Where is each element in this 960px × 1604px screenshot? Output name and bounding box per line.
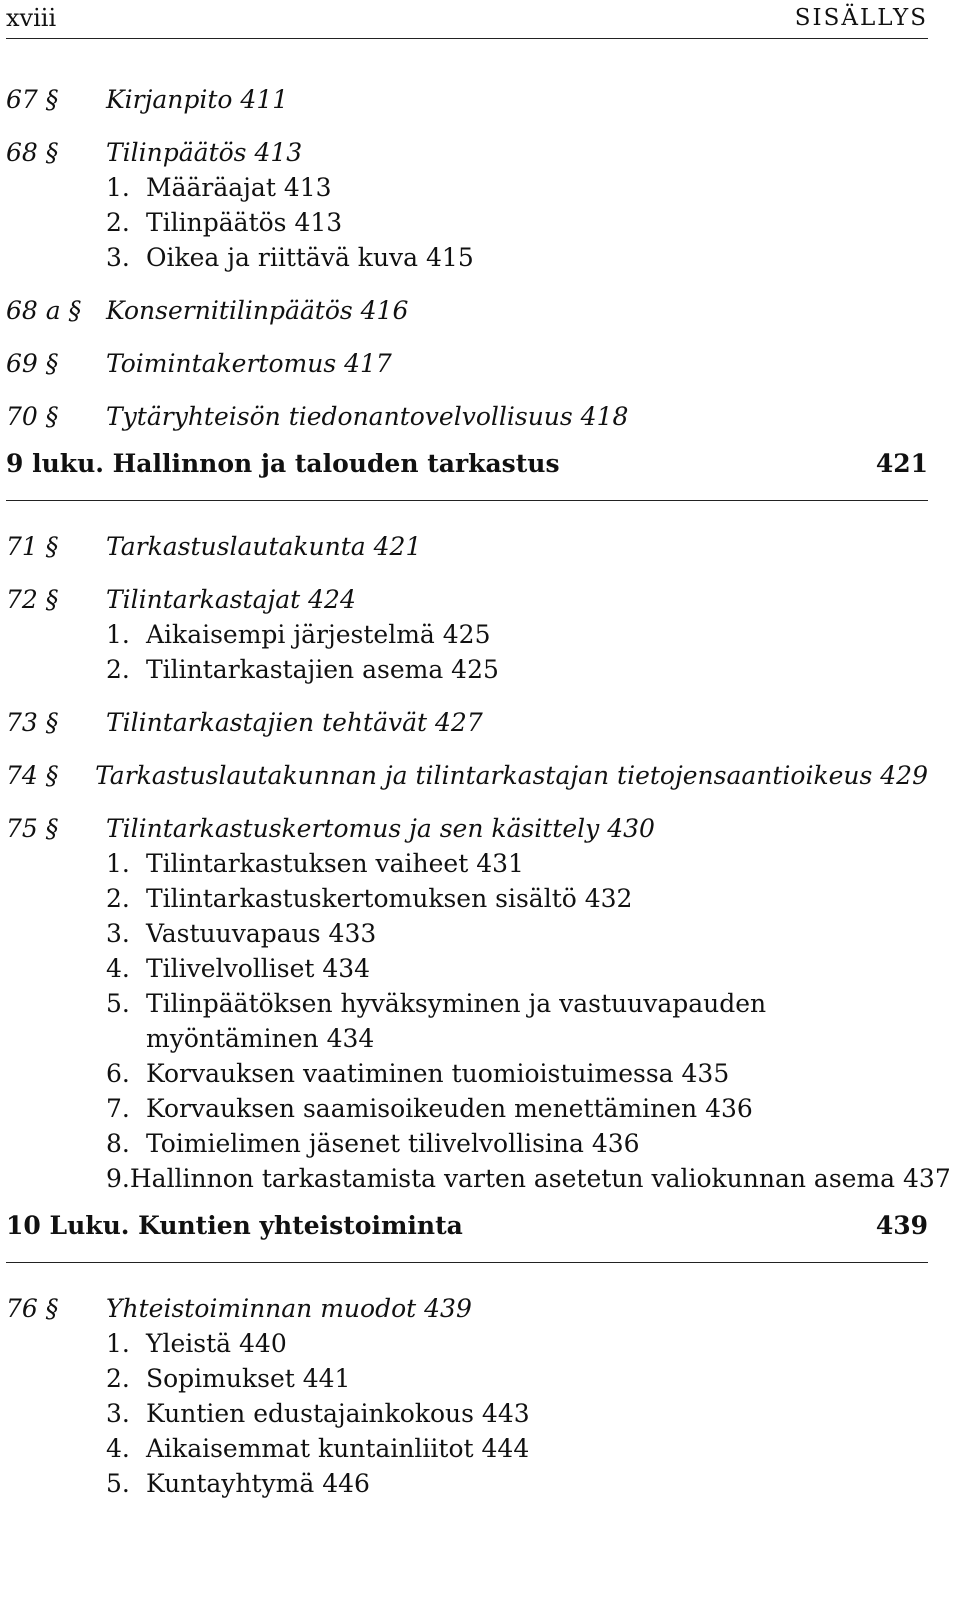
entry-gap [6, 564, 928, 582]
subentry-title: Yleistä 440 [146, 1329, 287, 1358]
subentry-number: 5. [106, 989, 130, 1018]
section-number: 68 § [6, 138, 59, 167]
section-number: 69 § [6, 349, 59, 378]
subentry-title: Tilivelvolliset 434 [146, 954, 371, 983]
section-title: Konsernitilinpäätös 416 [106, 296, 409, 325]
section-title: Tilintarkastuskertomus ja sen käsittely 430 [106, 814, 655, 843]
subentry-title: Aikaisemmat kuntainliitot 444 [146, 1434, 530, 1463]
toc-subentry [6, 1396, 928, 1431]
subentry-number: 3. [106, 919, 130, 948]
subentry-number: 1. [106, 849, 130, 878]
toc-subentry [6, 170, 928, 205]
section-number: 71 § [6, 532, 59, 561]
chapter-title: 9 luku. Hallinnon ja talouden tarkastus [6, 449, 560, 478]
entry-gap [6, 793, 928, 811]
toc-block-3 [6, 1291, 928, 1501]
subentry-title: Määräajat 413 [146, 173, 332, 202]
subentry-title: Tilintarkastuskertomuksen sisältö 432 [146, 884, 633, 913]
entry-gap [6, 117, 928, 135]
toc-entry [6, 582, 928, 617]
entry-gap [6, 328, 928, 346]
running-head [6, 0, 928, 36]
subentry-number: 2. [106, 655, 130, 684]
section-title: Tarkastuslautakunta 421 [106, 532, 422, 561]
toc-entry [6, 529, 928, 564]
entry-gap [6, 381, 928, 399]
subentry-title: Tilinpäätöksen hyväksyminen ja vastuuvapauden [146, 989, 767, 1018]
subentry-number: 1. [106, 620, 130, 649]
table-of-contents [6, 82, 951, 1501]
subentry-number: 8. [106, 1129, 130, 1158]
subentry-number: 2. [106, 208, 130, 237]
subentry-number: 1. [106, 1329, 130, 1358]
subentry-title: Korvauksen vaatiminen tuomioistuimessa 435 [146, 1059, 730, 1088]
subentry-number: 2. [106, 1364, 130, 1393]
toc-subentry [6, 986, 928, 1021]
chapter-title: 10 Luku. Kuntien yhteistoiminta [6, 1211, 463, 1240]
toc-subentry [6, 240, 928, 275]
section-title: Yhteistoiminnan muodot 439 [106, 1294, 472, 1323]
section-title: Tytäryhteisön tiedonantovelvollisuus 418 [106, 402, 629, 431]
section-number: 74 § [6, 761, 59, 790]
chapter-rule [6, 500, 928, 501]
subentry-title: Toimielimen jäsenet tilivelvollisina 436 [146, 1129, 640, 1158]
subentry-number: 5. [106, 1469, 130, 1498]
section-title: Tilinpäätös 413 [106, 138, 303, 167]
section-title: Tilintarkastajat 424 [106, 585, 356, 614]
subentry-number: 3. [106, 243, 130, 272]
toc-subentry [6, 1431, 928, 1466]
section-title: Kirjanpito 411 [106, 85, 289, 114]
subentry-title: Tilinpäätös 413 [146, 208, 343, 237]
toc-subentry [6, 951, 928, 986]
toc-subentry [6, 1161, 951, 1196]
subentry-number: 2. [106, 884, 130, 913]
subentry-number: 3. [106, 1399, 130, 1428]
entry-gap [6, 687, 928, 705]
subentry-number: 7. [106, 1094, 130, 1123]
toc-entry [6, 82, 928, 117]
toc-subentry [6, 1126, 928, 1161]
subentry-title: Sopimukset 441 [146, 1364, 351, 1393]
chapter-page: 421 [875, 449, 928, 478]
entry-gap [6, 740, 928, 758]
toc-subentry [6, 916, 928, 951]
subentry-title: Korvauksen saamisoikeuden menettäminen 436 [146, 1094, 753, 1123]
subentry-title: Hallinnon tarkastamista varten asetetun valiokunnan asema 437 [129, 1164, 951, 1193]
toc-subentry [6, 1466, 928, 1501]
toc-entry [6, 1291, 928, 1326]
subentry-title: Tilintarkastuksen vaiheet 431 [146, 849, 524, 878]
toc-subentry [6, 881, 928, 916]
header-rule [6, 38, 928, 39]
section-title: Tilintarkastajien tehtävät 427 [106, 708, 483, 737]
toc-subentry [6, 205, 928, 240]
chapter-rule [6, 1262, 928, 1263]
subentry-title: Aikaisempi järjestelmä 425 [146, 620, 491, 649]
subentry-number: 9. [106, 1164, 130, 1193]
subentry-title: Vastuuvapaus 433 [146, 919, 377, 948]
section-number: 73 § [6, 708, 59, 737]
toc-entry [6, 135, 928, 170]
section-title: SISÄLLYS [794, 4, 928, 31]
section-title: Tarkastuslautakunnan ja tilintarkastajan tietojensaantioikeus 429 [95, 761, 928, 790]
toc-subentry [6, 652, 928, 687]
chapter-heading-9 [6, 446, 928, 484]
toc-entry [6, 811, 928, 846]
chapter-page: 439 [875, 1211, 928, 1240]
subentry-title: Tilintarkastajien asema 425 [146, 655, 499, 684]
toc-entry [6, 399, 928, 434]
section-number: 76 § [6, 1294, 59, 1323]
toc-entry [6, 346, 928, 381]
subentry-number: 4. [106, 1434, 130, 1463]
subentry-number: 4. [106, 954, 130, 983]
toc-subentry [6, 1056, 928, 1091]
subentry-number: 1. [106, 173, 130, 202]
page-number: xviii [6, 3, 57, 32]
toc-subentry [6, 1361, 928, 1396]
entry-gap [6, 275, 928, 293]
section-number: 70 § [6, 402, 59, 431]
subentry-continuation: myöntäminen 434 [146, 1024, 375, 1053]
chapter-heading-10 [6, 1208, 928, 1246]
subentry-title: Kuntien edustajainkokous 443 [146, 1399, 530, 1428]
toc-subentry [6, 1091, 928, 1126]
toc-entry [6, 293, 928, 328]
section-number: 72 § [6, 585, 59, 614]
toc-subentry [6, 846, 928, 881]
toc-subentry [6, 1326, 928, 1361]
toc-entry [6, 705, 928, 740]
subentry-number: 6. [106, 1059, 130, 1088]
subentry-title: Oikea ja riittävä kuva 415 [146, 243, 474, 272]
toc-block-2 [6, 529, 951, 1196]
section-number: 67 § [6, 85, 59, 114]
section-number: 68 a § [6, 296, 82, 325]
toc-block-1 [6, 82, 928, 434]
subentry-title: Kuntayhtymä 446 [146, 1469, 370, 1498]
toc-entry [6, 758, 928, 793]
toc-subentry [6, 617, 928, 652]
section-title: Toimintakertomus 417 [106, 349, 392, 378]
section-number: 75 § [6, 814, 59, 843]
